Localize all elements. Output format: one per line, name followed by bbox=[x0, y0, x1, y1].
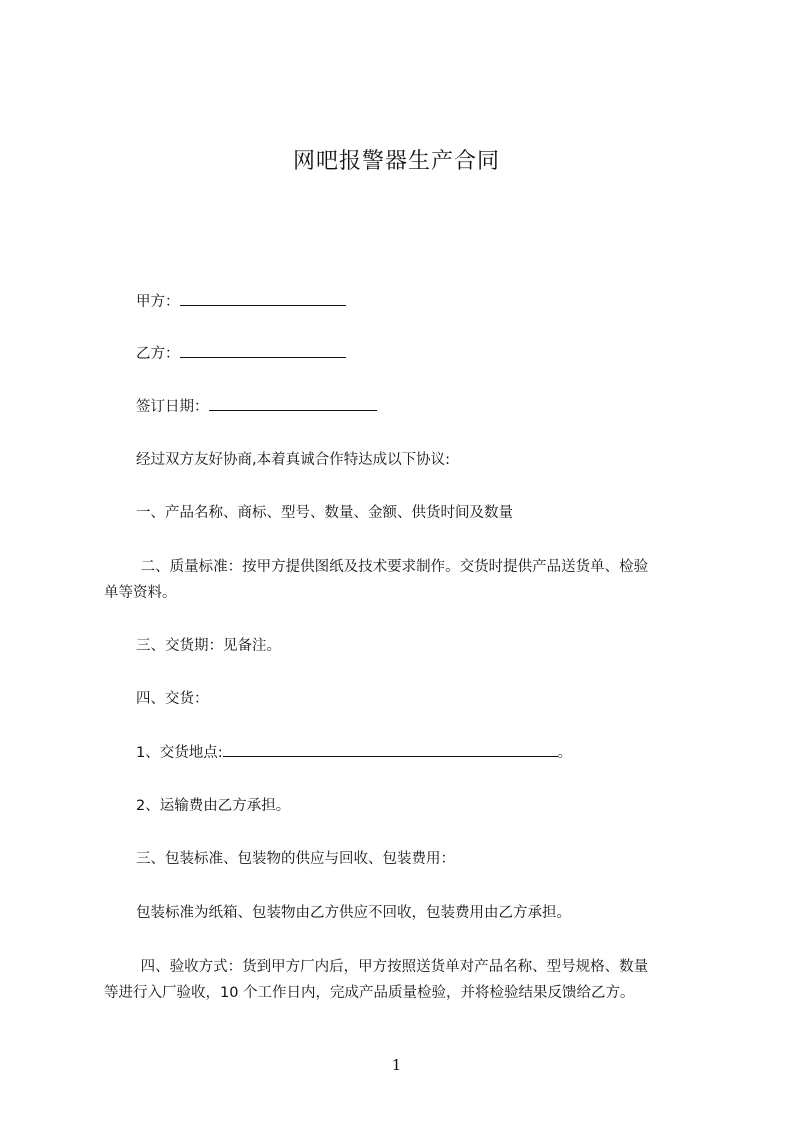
sign-date-label: 签订日期： bbox=[136, 399, 209, 415]
party-b-label: 乙方： bbox=[136, 346, 180, 362]
section-6-line-2: 等进行入厂验收，10 个工作日内，完成产品质量检验，并将检验结果反馈给乙方。 bbox=[104, 985, 635, 1001]
section-2-line-1: 二、质量标准：按甲方提供图纸及技术要求制作。交货时提供产品送货单、检验 bbox=[136, 559, 649, 575]
sign-date-blank bbox=[209, 396, 377, 411]
delivery-location-label: 1、交货地点: bbox=[136, 745, 223, 761]
party-a-line bbox=[136, 289, 736, 315]
section-5-heading: 三、包装标准、包装物的供应与回收、包装费用： bbox=[136, 851, 455, 867]
party-b-line bbox=[136, 341, 736, 367]
section-6-line-1: 四、验收方式：货到甲方厂内后，甲方按照送货单对产品名称、型号规格、数量 bbox=[136, 959, 649, 975]
delivery-location-blank bbox=[223, 742, 558, 757]
party-a-blank bbox=[180, 291, 346, 306]
transport-fee-line: 2、运输费由乙方承担。 bbox=[136, 798, 291, 814]
party-b-blank bbox=[180, 343, 346, 358]
delivery-location-line bbox=[136, 740, 736, 766]
delivery-location-end: 。 bbox=[557, 745, 573, 761]
intro-paragraph: 经过双方友好协商,本着真诚合作特达成以下协议: bbox=[136, 452, 450, 468]
section-2-line-2: 单等资料。 bbox=[104, 585, 177, 601]
section-4-heading: 四、交货： bbox=[136, 691, 209, 707]
section-3-heading: 三、交货期：见备注。 bbox=[136, 638, 281, 654]
packing-paragraph: 包装标准为纸箱、包装物由乙方供应不回收，包装费用由乙方承担。 bbox=[136, 905, 571, 921]
page-number: 1 bbox=[391, 1056, 402, 1074]
sign-date-line bbox=[136, 394, 736, 420]
section-1-heading: 一、产品名称、商标、型号、数量、金额、供货时间及数量 bbox=[136, 505, 513, 521]
party-a-label: 甲方： bbox=[136, 294, 180, 310]
document-title: 网吧报警器生产合同 bbox=[292, 149, 500, 174]
